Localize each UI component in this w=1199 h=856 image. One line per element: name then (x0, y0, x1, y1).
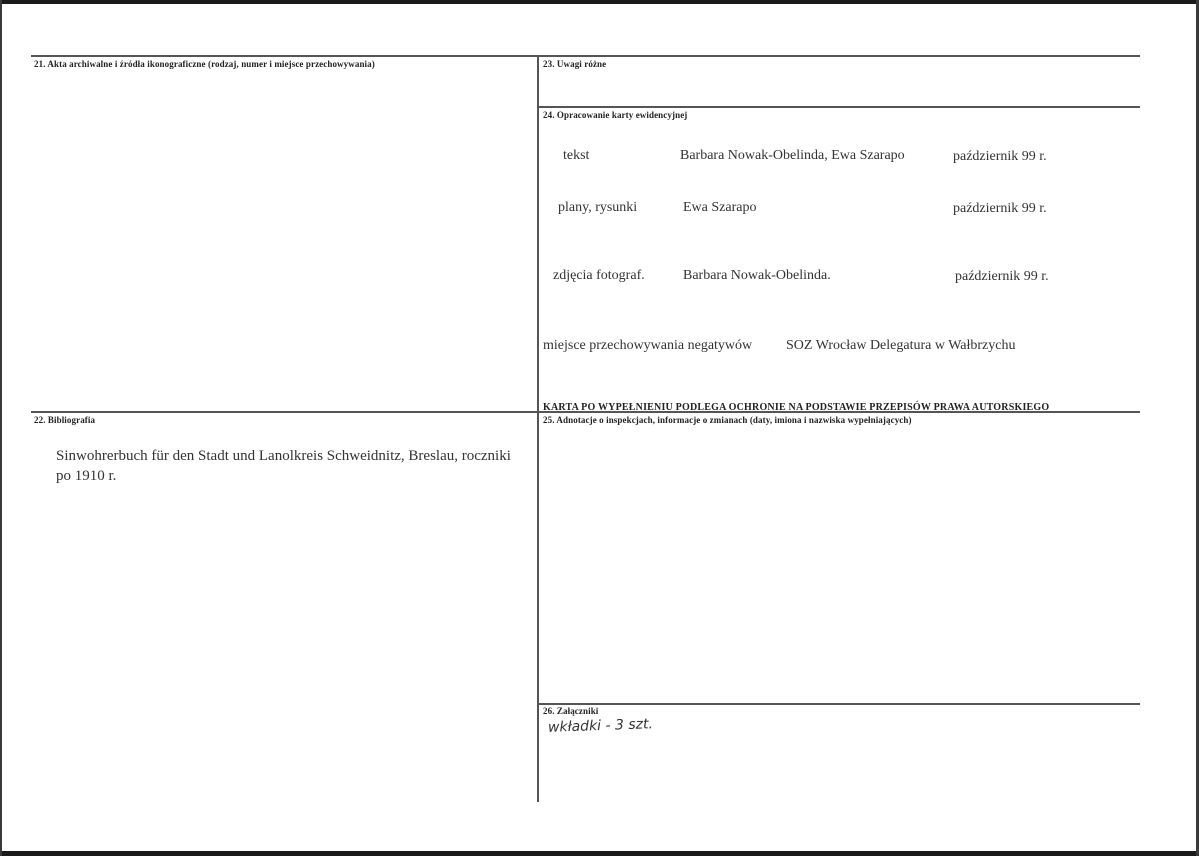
row-photos-date: październik 99 r. (955, 269, 1049, 284)
bibliography-entry: Sinwohrerbuch für den Stadt und Lanolkreis Schweidnitz, Breslau, roczniki po 1910 r. (56, 448, 511, 484)
section-26-label: 26. Załączniki (543, 706, 599, 716)
section-23-label: 23. Uwagi różne (543, 59, 607, 69)
page-top-border (0, 0, 1199, 4)
negatives-storage-label: miejsce przechowywania negatywów (543, 338, 753, 353)
section-25-label: 25. Adnotacje o inspekcjach, informacje o zmianach (daty, imiona i nazwiska wypełniających) (543, 415, 912, 425)
row-text-date: październik 99 r. (953, 149, 1047, 164)
section-22-label: 22. Bibliografia (34, 415, 96, 425)
section-23-bottom-rule (538, 106, 1140, 108)
row-text-name: Barbara Nowak-Obelinda, Ewa Szarapo (680, 148, 905, 163)
section-21-label: 21. Akta archiwalne i źródła ikonograficzne (rodzaj, numer i miejsce przechowywania) (34, 59, 375, 69)
page-bottom-border (0, 851, 1199, 856)
copyright-notice: KARTA PO WYPEŁNIENIU PODLEGA OCHRONIE NA PODSTAWIE PRZEPISÓW PRAWA AUTORSKIEGO (543, 402, 1050, 413)
row-photos-name: Barbara Nowak-Obelinda. (683, 268, 831, 283)
row-photos-role: zdjęcia fotograf. (553, 268, 645, 283)
section-24-label: 24. Opracowanie karty ewidencyjnej (543, 110, 688, 120)
top-rule (31, 55, 1140, 57)
row-plans-role: plany, rysunki (558, 200, 638, 215)
section-25-bottom-rule (538, 703, 1140, 705)
negatives-storage-value: SOZ Wrocław Delegatura w Wałbrzychu (786, 338, 1016, 353)
row-plans-name: Ewa Szarapo (683, 200, 757, 215)
page-left-border (0, 0, 2, 856)
row-text-role: tekst (563, 148, 590, 163)
attachments-handwritten-note: wkładki - 3 szt. (547, 716, 654, 736)
row-plans-date: październik 99 r. (953, 201, 1047, 216)
center-divider (537, 55, 539, 802)
